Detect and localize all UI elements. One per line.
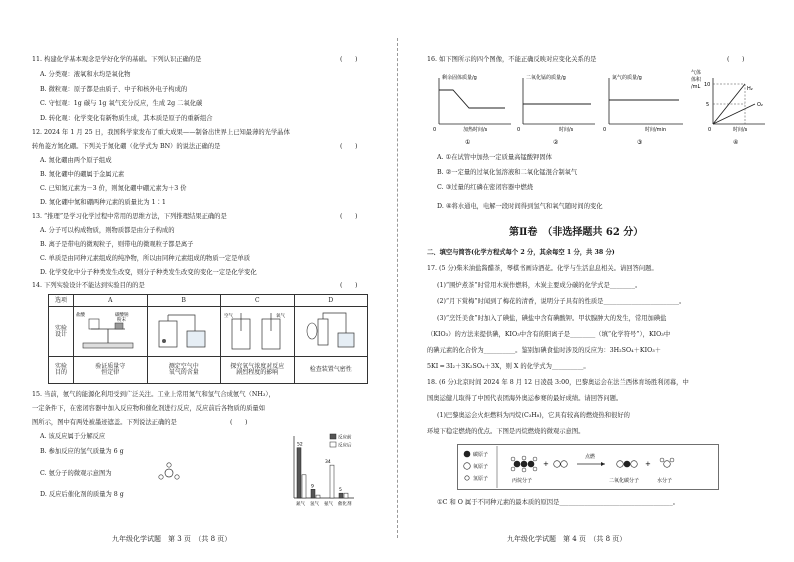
propane-combustion-diagram (457, 444, 719, 490)
q12-option-a: A. 氮化硼由两个原子组成 (40, 157, 112, 164)
x-tick-label: 催化剂 (338, 502, 352, 507)
ammonia-molecule-diagram (155, 462, 183, 484)
right-page-footer: 九年级化学试题 第 4 页 （共 8 页） (507, 535, 627, 543)
q17-part2: (2)“月下赏梅”时闻到了梅花的清香，说明分子具有的性质是________________________。 (437, 298, 686, 305)
legend-swatch (330, 434, 336, 439)
g4-origin: 0 (708, 127, 712, 133)
q14-header-option: 选项 (49, 295, 74, 307)
g4-y-label-2: 体积 (691, 77, 702, 83)
q17-part3-line4: 5KI ═ 3I₂＋3K₂SO₄＋3X，则 X 的化学式为__________。 (427, 363, 590, 370)
q11-option-c: C. 守恒观：1g 碳与 1g 氧气充分反应，生成 2g 二氧化碳 (40, 100, 203, 107)
q11-answer-blank[interactable]: ( ) (340, 56, 358, 63)
g2-y-label: 二氧化锰的质量/g (526, 75, 566, 81)
q11-option-a: A. 分类观：液氧和水均是氧化物 (40, 71, 131, 78)
q14-cell-d-design (294, 307, 368, 357)
g4-o2-label: O₂ (757, 102, 763, 108)
g4-x-label: 时间/s (733, 127, 748, 133)
q14-experiment-table (48, 294, 368, 384)
g2-origin: 0 (517, 127, 521, 133)
legend-swatch (330, 442, 336, 447)
q14-header-a: A (74, 295, 148, 307)
g4-tick-10: 10 (704, 82, 711, 88)
g4-number: ④ (733, 139, 739, 146)
red-phosphorus-apparatus-image (149, 309, 219, 353)
bar-催化剂-反应前 (339, 493, 343, 498)
g3-origin: 0 (603, 127, 607, 133)
bar-data-label: 9 (311, 484, 314, 490)
label-air: 空气 (224, 313, 234, 319)
q15-option-d: D. 反应后催化剂的质量为 8 g (40, 491, 124, 498)
label-hcl: 盐酸 (76, 312, 86, 318)
q16-stem: 16. 如下图所示的四个图像，不能正确反映对应变化关系的是 (427, 56, 597, 63)
q14-goal-b: 测定空气中 氧气的含量 (147, 357, 221, 384)
bar-氨气-反应后 (330, 465, 334, 498)
q17-part3-line1: (3)“烹饪美食”时加入了碘盐，碘盐中含有碘酸钾。甲状腺肿大的发生，常用加碘盐 (437, 315, 667, 322)
q18-part1-line2: 环境下稳定燃烧的优点。下图是丙烷燃烧的微观示意图。 (427, 428, 585, 435)
q12-option-c: C. 已知氮元素为－3 价，则氮化硼中硼元素为＋3 价 (40, 185, 187, 192)
oxygen-concentration-apparatus-image (222, 309, 292, 353)
q12-option-d: D. 氮化硼中氮和硼两种元素的质量比为 1∶1 (40, 199, 166, 206)
propane-molecule (511, 456, 537, 472)
bar-data-label: 5 (339, 488, 342, 494)
q11-stem: 11. 构建化学基本观念是学好化学的基础。下列认识正确的是 (32, 56, 202, 63)
q14-stem: 14. 下列实验设计不能达到实验目的的是 (32, 282, 145, 289)
g3-x-label: 时间/min (645, 127, 667, 133)
legend-hydrogen: 氢原子 (473, 476, 489, 482)
balance-apparatus-image (75, 309, 145, 353)
h2o-label: 水分子 (657, 478, 673, 484)
propane-label: 丙烷分子 (512, 478, 533, 484)
q14-cell-b-design (147, 307, 221, 357)
plus-sign-2: + (645, 460, 651, 468)
h2o-molecule (660, 458, 674, 467)
q18-part1-sub1: ①C 和 O 属于不同种元素的最本质的原因是____________________________________。 (437, 499, 680, 506)
q18-stem-line1: 18. (6 分)北京时间 2024 年 8 月 12 日凌晨 3:00，巴黎奥运会在法兰西体育场胜利闭幕，中 (427, 379, 689, 386)
q12-stem-line1: 12. 2024 年 1 月 25 日，我国科学家发布了重大成果——制备出世界上已知最薄的光学晶体 (32, 129, 290, 136)
legend-oxygen: 氧原子 (473, 464, 489, 470)
q14-cell-a-design (74, 307, 148, 357)
q17-part3-line2: （KIO₃）的方法来提供碘，KIO₃中含有的阳离子是________（填“化学符号”），KIO₃中 (427, 331, 671, 338)
q12-stem-line2: 转角菱方氮化硼。下列关于氮化硼（化学式为 BN）的说法正确的是 (32, 143, 221, 150)
q11-option-b: B. 微粒观：原子都是由质子、中子和核外电子构成的 (40, 86, 188, 93)
graph-2 (517, 74, 595, 146)
left-page-footer: 九年级化学试题 第 3 页 （共 8 页） (112, 535, 232, 543)
q18-part1-line1: (1)巴黎奥运会火炬燃料为丙烷(C₃H₈)，它具有较高的燃烧热和很好的 (437, 412, 630, 419)
legend-label: 反应后 (338, 443, 352, 449)
bar-催化剂-反应后 (344, 493, 348, 498)
q13-answer-blank[interactable]: ( ) (340, 213, 358, 220)
q15-option-b: B. 参加反应的氢气质量为 6 g (40, 448, 124, 455)
label-oxygen: 氧气 (276, 313, 286, 319)
g1-y-label: 剩余固体质量/g (442, 75, 477, 81)
q15-option-a: A. 该反应属于分解反应 (40, 433, 106, 440)
section-title: 第Ⅱ卷 （非选择题共 62 分） (509, 227, 644, 238)
bar-data-label: 34 (325, 460, 331, 466)
q14-goal-d: 检查装置气密性 (294, 357, 368, 384)
legend-carbon: 碳原子 (473, 452, 489, 458)
g4-tick-5: 5 (706, 102, 710, 108)
part2-heading: 二、填空与简答(化学方程式每个 2 分，其余每空 1 分，共 38 分) (427, 249, 615, 256)
g2-x-label: 时间/s (559, 127, 574, 133)
co2-label: 二氧化碳分子 (609, 478, 640, 484)
q17-stem: 17. (5 分)柴米油盐酱醋茶，琴棋书画诗酒花。化学与生活息息相关。请回答问题。 (427, 265, 658, 272)
q17-part3-line3: 的碘元素的化合价为__________。鉴别加碘食盐时涉及的反应为：3H₂SO₄＋KIO₃＋ (427, 347, 662, 354)
ignite-label: 点燃 (585, 454, 596, 460)
q14-cell-c-design (221, 307, 295, 357)
q16-answer-blank[interactable]: ( ) (727, 56, 745, 63)
g1-origin: 0 (433, 127, 437, 133)
q15-stem-line2: 一定条件下，在密闭容器中加入反应物和催化剂进行反应，反应前后各物质的质量如 (32, 405, 265, 412)
bar-氢气-反应前 (311, 489, 315, 498)
q16-option-b: B. ②一定量的过氧化氢溶液和二氧化锰混合制氧气 (437, 169, 578, 176)
bar-氮气-反应前 (297, 448, 301, 498)
g3-y-label: 氮气的质量/g (612, 75, 642, 81)
x-tick-label: 氢气 (310, 502, 319, 507)
q15-option-c: C. 氨分子的微观示意图为 (40, 470, 112, 477)
q14-goal-a: 验证质量守 恒定律 (74, 357, 148, 384)
q15-answer-blank[interactable]: ( ) (230, 419, 248, 426)
q14-row-design-label: 实验 设计 (49, 307, 74, 357)
q14-header-b: B (147, 295, 221, 307)
x-tick-label: 氨气 (324, 502, 333, 507)
bar-氢气-反应后 (316, 495, 320, 498)
graph-3 (603, 74, 683, 146)
g1-number: ① (465, 139, 471, 146)
g4-y-label-3: /mL (691, 84, 701, 90)
g4-y-label-1: 气体 (691, 70, 702, 76)
g4-h2-label: H₂ (747, 86, 753, 92)
g1-x-label: 加热时间/s (463, 127, 488, 133)
q14-header-d: D (294, 295, 368, 307)
label-na2co3: 碳酸钠 (115, 312, 129, 318)
q13-option-c: C. 单质是由同种元素组成的纯净物，所以由同种元素组成的物质一定是单质 (40, 255, 251, 262)
g3-number: ③ (637, 139, 643, 146)
q14-goal-c: 探究氧气浓度对反应 剧烈程度的影响 (221, 357, 295, 384)
q12-answer-blank[interactable]: ( ) (340, 143, 358, 150)
graph-1 (433, 74, 511, 146)
q14-row-goal-label: 实验 目的 (49, 357, 74, 384)
q13-stem: 13. “推理”是学习化学过程中常用的思维方法，下列推理结果正确的是 (32, 213, 227, 220)
q16-option-d: D. ④将水通电，电解一段时间得到氢气和氧气随时间的变化 (437, 203, 603, 210)
q17-part1: (1)“围炉煮茶”时常用木炭作燃料，木炭主要成分碳的化学式是________。 (437, 282, 642, 289)
x-tick-label: 氮气 (296, 502, 305, 507)
plus-sign-1: + (543, 460, 549, 468)
g2-number: ② (553, 139, 559, 146)
q18-stem-line2: 国奥运健儿取得了中国代表团海外奥运参赛的最好成绩。请回答问题。 (427, 395, 623, 402)
q13-option-d: D. 化学变化中分子种类发生改变，则分子种类发生改变的变化一定是化学变化 (40, 269, 257, 276)
q11-option-d: D. 转化观：化学变化有新物质生成，其本质是原子的重新组合 (40, 115, 213, 122)
q14-answer-blank[interactable]: ( ) (340, 282, 358, 289)
q16-option-c: C. ③过量的红磷在密闭容器中燃烧 (437, 184, 534, 191)
q15-stem-line3: 图所示，图中有两处被墨迹遮盖。下列说法正确的是 (32, 419, 177, 426)
bar-data-label: 52 (297, 442, 303, 448)
right-page (397, 0, 794, 562)
airtightness-apparatus-image (296, 309, 366, 353)
graph-4 (691, 69, 765, 146)
q13-option-a: A. 分子可以构成物质，则物质都是由分子构成的 (40, 227, 175, 234)
legend-label: 反应前 (338, 435, 352, 441)
label-powder: 粉末 (117, 317, 127, 323)
q14-header-c: C (221, 295, 295, 307)
q15-mass-bar-chart (282, 430, 362, 510)
q13-option-b: B. 离子是带电的微观粒子，则带电的微观粒子都是离子 (40, 241, 194, 248)
q16-graphs (433, 68, 773, 148)
q15-stem-line1: 15. 当前，氨气的能源化利用受到广泛关注。工业上常用氮气和氢气合成氨气（NH₃）， (32, 391, 275, 398)
q12-option-b: B. 氮化硼中的硼属于金属元素 (40, 171, 125, 178)
q16-option-a: A. ①在试管中加热一定质量高锰酸钾固体 (437, 154, 552, 161)
bar-氮气-反应后 (302, 475, 306, 498)
co2-molecule (617, 461, 638, 468)
